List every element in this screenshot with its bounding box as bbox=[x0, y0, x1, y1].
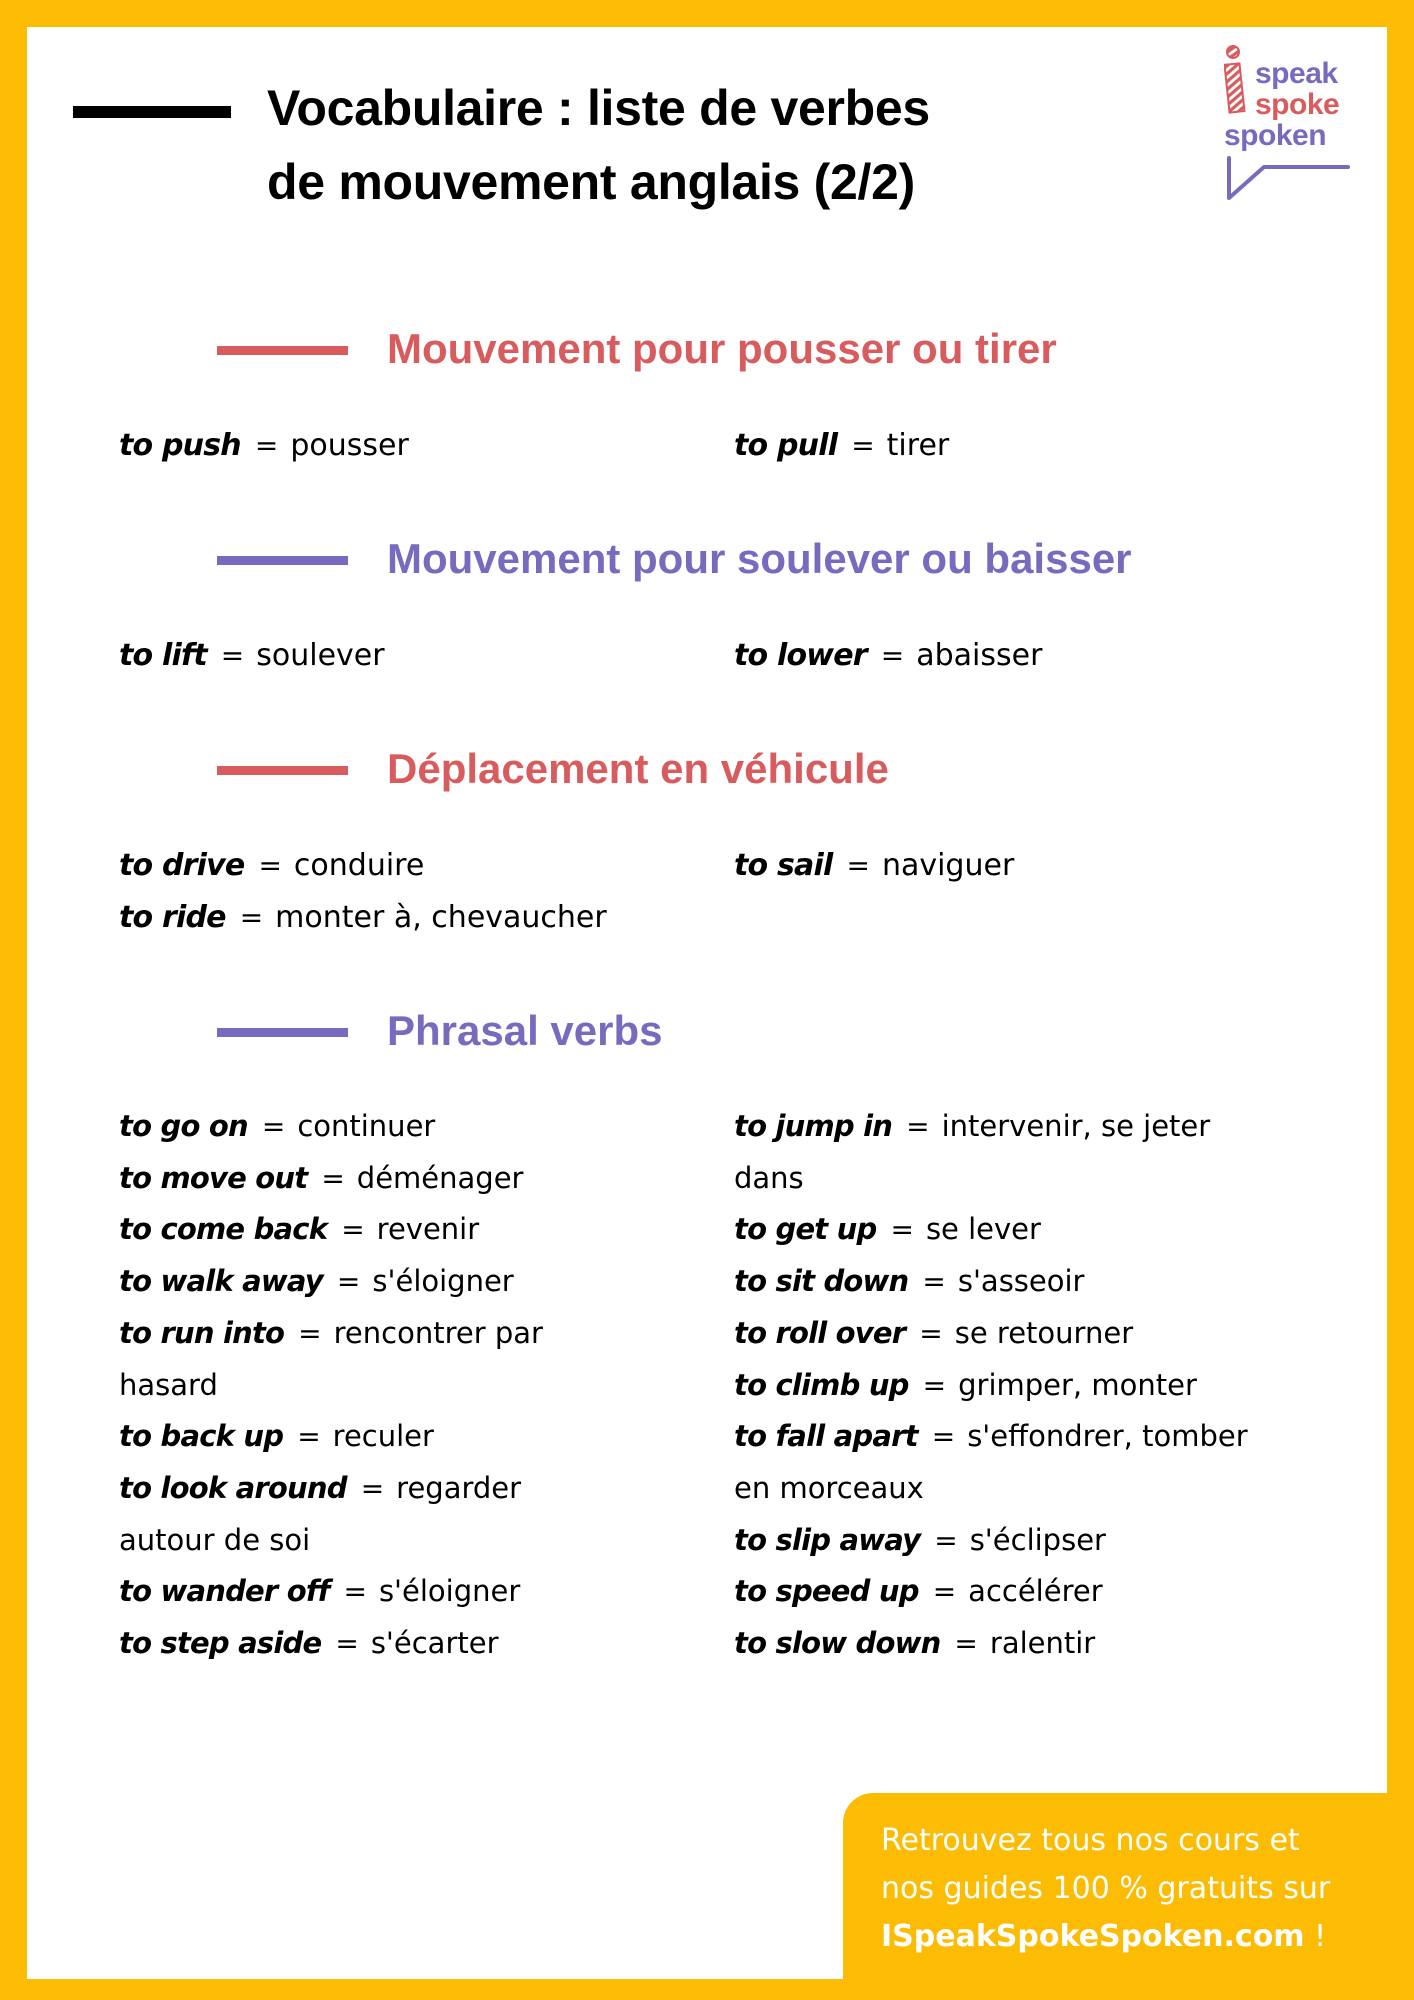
logo-word-speak: speak bbox=[1255, 57, 1338, 90]
equals-sign: = bbox=[360, 1471, 385, 1505]
french-translation: se retourner bbox=[954, 1315, 1134, 1350]
vocab-entry bbox=[119, 892, 719, 944]
english-verb: to jump in bbox=[734, 1109, 893, 1143]
french-translation: pousser bbox=[290, 428, 409, 463]
section-title: Déplacement en véhicule bbox=[387, 745, 889, 792]
equals-sign: = bbox=[254, 429, 279, 462]
vocab-entry bbox=[119, 1204, 619, 1256]
equals-sign: = bbox=[880, 639, 905, 672]
english-verb: to come back bbox=[119, 1212, 328, 1247]
section-line bbox=[217, 1028, 348, 1037]
vocab-entry bbox=[734, 840, 1264, 892]
english-verb: to ride bbox=[119, 899, 226, 935]
english-verb: to sit down bbox=[734, 1264, 909, 1299]
section-title: Phrasal verbs bbox=[387, 1007, 663, 1054]
english-verb: to drive bbox=[119, 848, 245, 883]
section-line bbox=[217, 346, 348, 355]
vocab-entry bbox=[119, 1411, 619, 1463]
vocab-entry bbox=[734, 1411, 1274, 1514]
vocab-entry bbox=[119, 1463, 619, 1566]
equals-sign: = bbox=[297, 1420, 321, 1454]
english-verb: to push bbox=[119, 428, 241, 463]
vocab-entry bbox=[734, 1101, 1274, 1204]
equals-sign: = bbox=[321, 1161, 345, 1195]
column-left bbox=[119, 630, 649, 682]
website-link[interactable]: ISpeakSpokeSpoken.com bbox=[881, 1919, 1305, 1954]
footer-line-1: Retrouvez tous nos cours et bbox=[881, 1823, 1300, 1858]
equals-sign: = bbox=[335, 1627, 359, 1661]
equals-sign: = bbox=[954, 1627, 978, 1661]
english-verb: to lift bbox=[119, 638, 207, 673]
page-title bbox=[267, 71, 1167, 219]
french-translation: s'éclipser bbox=[969, 1522, 1106, 1557]
equals-sign: = bbox=[341, 1213, 365, 1247]
french-translation: conduire bbox=[293, 848, 425, 883]
english-verb: to fall apart bbox=[734, 1419, 918, 1454]
title-line-1: Vocabulaire : liste de verbes bbox=[267, 80, 930, 136]
logo-i-icon bbox=[1224, 45, 1254, 125]
english-verb: to step aside bbox=[119, 1626, 322, 1661]
section-line bbox=[217, 556, 348, 565]
french-translation: revenir bbox=[376, 1212, 480, 1247]
equals-sign: = bbox=[846, 849, 870, 882]
speech-bubble-tail-icon bbox=[1224, 155, 1354, 205]
equals-sign: = bbox=[922, 1265, 946, 1299]
english-verb: to pull bbox=[734, 428, 838, 463]
english-verb: to slow down bbox=[734, 1626, 941, 1661]
column-right bbox=[734, 420, 1264, 472]
section-header-vehicle bbox=[27, 741, 1387, 801]
logo-word-spoken: spoken bbox=[1224, 119, 1327, 152]
vocab-entry bbox=[119, 1101, 619, 1153]
page-card bbox=[27, 27, 1387, 1979]
french-translation: s'écarter bbox=[370, 1626, 499, 1661]
english-verb: to sail bbox=[734, 848, 833, 883]
equals-sign: = bbox=[932, 1575, 957, 1609]
english-verb: to back up bbox=[119, 1419, 284, 1454]
equals-sign: = bbox=[239, 900, 264, 934]
french-translation: s'éloigner bbox=[372, 1264, 514, 1299]
vocab-entry bbox=[734, 1360, 1274, 1412]
vocab-entry bbox=[119, 1566, 619, 1618]
equals-sign: = bbox=[343, 1575, 367, 1609]
equals-sign: = bbox=[261, 1110, 286, 1143]
english-verb: to roll over bbox=[734, 1315, 906, 1350]
vocab-entry bbox=[734, 1204, 1274, 1256]
footer-exclamation: ! bbox=[1304, 1919, 1327, 1954]
english-verb: to go on bbox=[119, 1109, 248, 1143]
french-translation: soulever bbox=[256, 638, 385, 673]
equals-sign: = bbox=[890, 1213, 914, 1247]
french-translation: naviguer bbox=[881, 848, 1015, 883]
french-translation: abaisser bbox=[916, 638, 1043, 673]
logo-word-spoke: spoke bbox=[1255, 88, 1340, 121]
column-left bbox=[119, 1101, 619, 1670]
english-verb: to speed up bbox=[734, 1574, 919, 1609]
footer-callout bbox=[843, 1793, 1414, 2000]
section-title: Mouvement pour soulever ou baisser bbox=[387, 535, 1132, 582]
vocab-entry bbox=[119, 1308, 619, 1411]
vocab-entry bbox=[119, 420, 649, 472]
french-translation: déménager bbox=[356, 1160, 524, 1195]
french-translation: monter à, chevaucher bbox=[275, 899, 607, 935]
french-translation: accélérer bbox=[968, 1574, 1103, 1609]
footer-text bbox=[881, 1817, 1401, 1961]
vocab-entry bbox=[119, 840, 719, 892]
english-verb: to run into bbox=[119, 1315, 285, 1350]
section-line bbox=[217, 766, 348, 775]
french-translation: tirer bbox=[886, 428, 950, 463]
english-verb: to look around bbox=[119, 1470, 347, 1505]
equals-sign: = bbox=[931, 1420, 956, 1454]
column-right bbox=[734, 630, 1264, 682]
equals-sign: = bbox=[298, 1316, 322, 1350]
vocab-entry bbox=[734, 1308, 1274, 1360]
french-translation: s'asseoir bbox=[957, 1264, 1085, 1299]
equals-sign: = bbox=[934, 1523, 958, 1557]
column-left bbox=[119, 420, 649, 472]
english-verb: to slip away bbox=[734, 1522, 921, 1557]
section-header-lift-lower bbox=[27, 531, 1387, 591]
vocab-entry bbox=[734, 1256, 1274, 1308]
column-left bbox=[119, 840, 719, 943]
vocab-entry bbox=[734, 630, 1264, 682]
vocab-entry bbox=[119, 1256, 619, 1308]
equals-sign: = bbox=[336, 1265, 361, 1299]
footer-line-2: nos guides 100 % gratuits sur bbox=[881, 1871, 1331, 1906]
equals-sign: = bbox=[220, 639, 245, 672]
ispeakspokespoken-logo bbox=[1224, 45, 1364, 195]
english-verb: to get up bbox=[734, 1212, 877, 1247]
column-right bbox=[734, 840, 1264, 892]
equals-sign: = bbox=[922, 1368, 947, 1402]
section-header-phrasal-verbs bbox=[27, 1003, 1387, 1063]
english-verb: to lower bbox=[734, 638, 867, 673]
vocab-entry bbox=[734, 1618, 1274, 1670]
english-verb: to move out bbox=[119, 1160, 308, 1195]
vocab-entry bbox=[734, 1566, 1274, 1618]
vocab-entry bbox=[119, 630, 649, 682]
vocab-entry bbox=[119, 1618, 619, 1670]
french-translation: s'effondrer, tomber en morceaux bbox=[734, 1419, 1248, 1505]
french-translation: s'éloigner bbox=[378, 1574, 521, 1609]
section-title: Mouvement pour pousser ou tirer bbox=[387, 325, 1057, 372]
english-verb: to climb up bbox=[734, 1367, 909, 1402]
french-translation: rencontrer par hasard bbox=[119, 1315, 543, 1402]
equals-sign: = bbox=[906, 1110, 930, 1143]
french-translation: ralentir bbox=[989, 1626, 1096, 1661]
french-translation: regarder autour de soi bbox=[119, 1470, 522, 1557]
vocab-entry bbox=[734, 1515, 1274, 1567]
french-translation: intervenir, se jeter dans bbox=[734, 1109, 1211, 1195]
french-translation: se lever bbox=[925, 1212, 1041, 1247]
english-verb: to wander off bbox=[119, 1574, 330, 1609]
vocab-entry bbox=[119, 1153, 619, 1205]
equals-sign: = bbox=[851, 429, 875, 462]
title-decoration-bar bbox=[73, 106, 231, 118]
equals-sign: = bbox=[258, 849, 282, 882]
english-verb: to walk away bbox=[119, 1264, 323, 1299]
column-right bbox=[734, 1101, 1274, 1670]
title-line-2: de mouvement anglais (2/2) bbox=[267, 154, 915, 210]
french-translation: grimper, monter bbox=[958, 1367, 1197, 1402]
equals-sign: = bbox=[919, 1316, 943, 1350]
section-header-push-pull bbox=[27, 321, 1387, 381]
vocab-entry bbox=[734, 420, 1264, 472]
french-translation: reculer bbox=[332, 1419, 434, 1454]
french-translation: continuer bbox=[297, 1109, 436, 1143]
